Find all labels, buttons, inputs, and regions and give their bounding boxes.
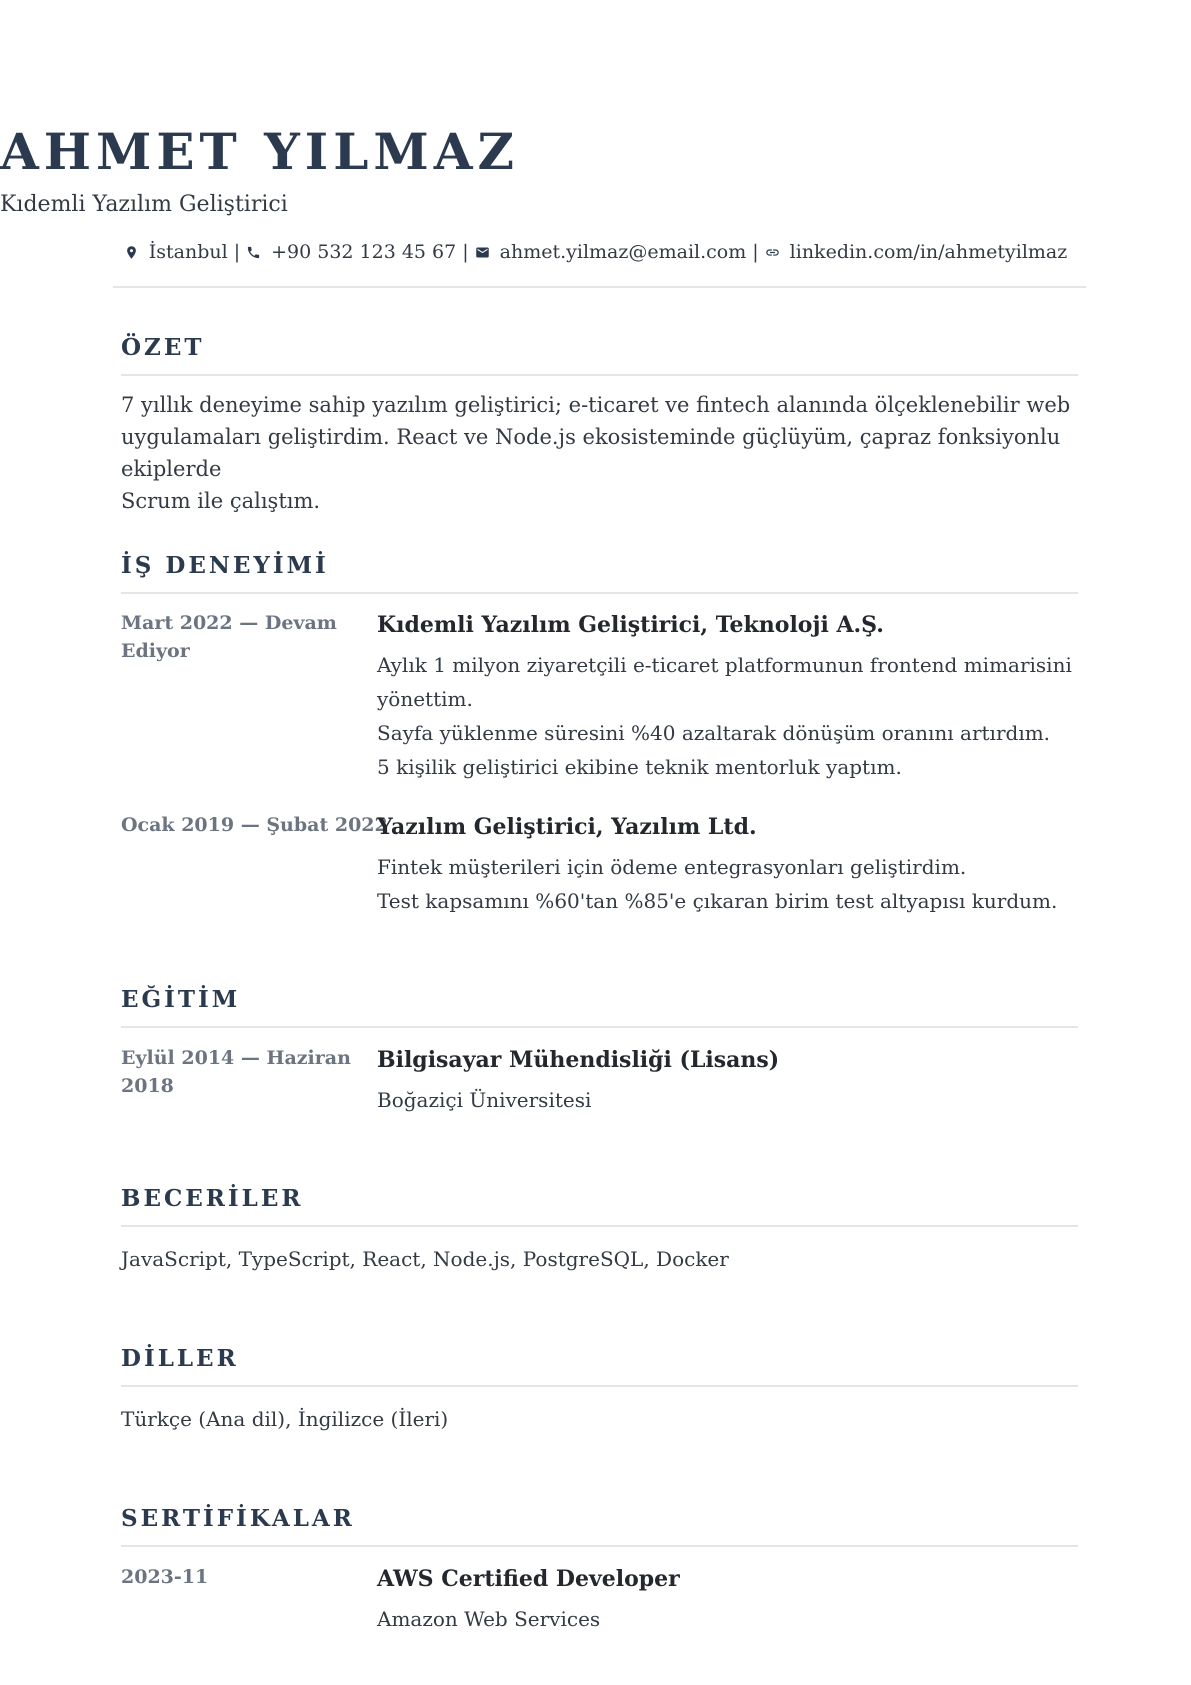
section-title-education: EĞİTİM <box>121 986 241 1013</box>
contact-email[interactable] <box>475 238 747 266</box>
phone-icon <box>246 245 261 260</box>
contact-location <box>124 238 228 266</box>
contact-bar <box>0 238 1191 266</box>
certification-issuer: Amazon Web Services <box>377 1607 601 1631</box>
experience-date <box>121 609 361 665</box>
contact-phone <box>246 238 456 266</box>
section-divider <box>121 1385 1078 1387</box>
candidate-name: AHMET YILMAZ <box>0 122 519 181</box>
experience-bullet: Fintek müşterileri için ödeme entegrasyonları geliştirdim. <box>377 855 967 879</box>
section-title-skills: BECERİLER <box>121 1185 304 1212</box>
experience-title: Yazılım Geliştirici, Yazılım Ltd. <box>377 814 757 840</box>
experience-bullet: 5 kişilik geliştirici ekibine teknik mentorluk yaptım. <box>377 755 902 779</box>
email-link[interactable]: ahmet.yilmaz@email.com <box>499 241 747 263</box>
contact-linkedin[interactable] <box>765 238 1068 266</box>
section-divider <box>121 1026 1078 1028</box>
experience-date <box>121 811 388 839</box>
skills-text: JavaScript, TypeScript, React, Node.js, PostgreSQL, Docker <box>121 1247 729 1271</box>
experience-bullet: yönettim. <box>377 687 473 711</box>
summary-line: uygulamaları geliştirdim. React ve Node.js ekosisteminde güçlüyüm, çapraz fonksiyonlu ekiplerde <box>121 425 1061 481</box>
phone-text: +90 532 123 45 67 <box>271 241 457 263</box>
section-divider <box>121 1545 1078 1547</box>
languages-text: Türkçe (Ana dil), İngilizce (İleri) <box>121 1407 449 1431</box>
date-line: Ocak 2019 — Şubat 2022 <box>121 814 388 836</box>
summary-line: Scrum ile çalıştım. <box>121 489 321 513</box>
education-degree: Bilgisayar Mühendisliği (Lisans) <box>377 1047 780 1073</box>
link-icon <box>765 245 780 260</box>
contact-separator: | <box>752 241 759 263</box>
map-pin-icon <box>124 245 139 260</box>
section-title-languages: DİLLER <box>121 1345 239 1372</box>
date-line: Eylül 2014 — Haziran <box>121 1047 351 1069</box>
experience-bullet: Sayfa yüklenme süresini %40 azaltarak dönüşüm oranını artırdım. <box>377 721 1051 745</box>
date-line: Ediyor <box>121 640 190 662</box>
section-title-certifications: SERTİFİKALAR <box>121 1505 355 1532</box>
header-divider <box>113 286 1086 288</box>
section-divider <box>121 592 1078 594</box>
contact-separator: | <box>233 241 241 263</box>
certification-date: 2023-11 <box>121 1566 209 1588</box>
experience-bullet: Test kapsamını %60'tan %85'e çıkaran birim test altyapısı kurdum. <box>377 889 1058 913</box>
section-divider <box>121 374 1078 376</box>
date-line: 2018 <box>121 1075 174 1097</box>
experience-bullet: Aylık 1 milyon ziyaretçili e-ticaret platformunun frontend mimarisini <box>377 653 1072 677</box>
location-text: İstanbul <box>148 241 228 263</box>
education-school: Boğaziçi Üniversitesi <box>377 1088 592 1112</box>
envelope-icon <box>475 245 490 260</box>
certification-title: AWS Certified Developer <box>377 1566 680 1592</box>
linkedin-link[interactable]: linkedin.com/in/ahmetyilmaz <box>789 241 1068 263</box>
contact-separator: | <box>462 241 469 263</box>
summary-text <box>121 389 1086 517</box>
summary-line: 7 yıllık deneyime sahip yazılım geliştirici; e-ticaret ve fintech alanında ölçeklenebilir web <box>121 393 1071 417</box>
section-title-experience: İŞ DENEYİMİ <box>121 552 329 579</box>
date-line: Mart 2022 — Devam <box>121 612 337 634</box>
section-title-summary: ÖZET <box>121 334 205 361</box>
education-date <box>121 1044 361 1100</box>
section-divider <box>121 1225 1078 1227</box>
experience-title: Kıdemli Yazılım Geliştirici, Teknoloji A.Ş. <box>377 612 884 638</box>
candidate-title: Kıdemli Yazılım Geliştirici <box>0 192 288 217</box>
